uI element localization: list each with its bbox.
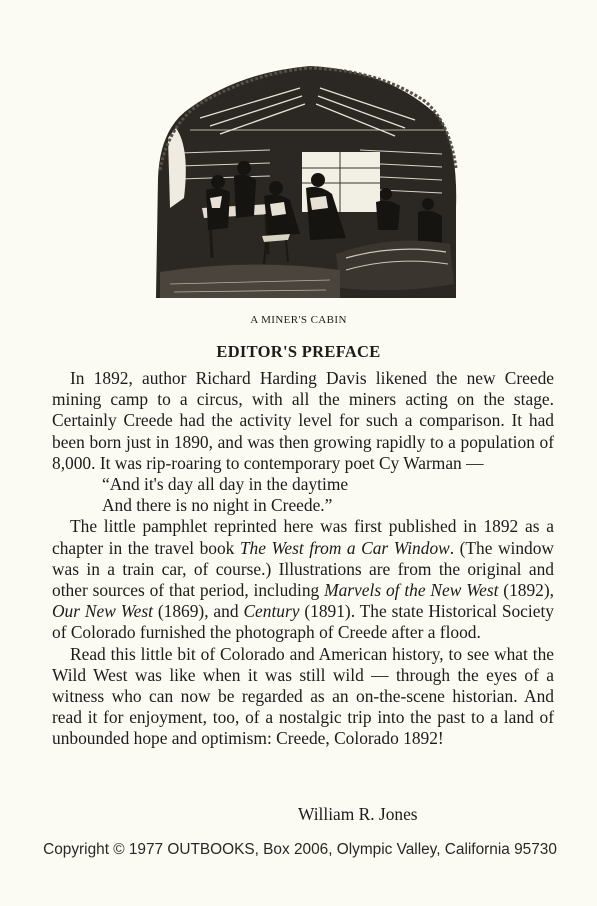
copyright-notice: Copyright © 1977 OUTBOOKS, Box 2006, Olympic Valley, California 95730	[43, 841, 557, 858]
paragraph-2-text-a: The little pamphlet reprinted here was first published in 1892 as a chapter in the travel book	[52, 516, 554, 558]
preface-paragraph-3: Read this little bit of Colorado and American history, to see what the Wild West was like when it was still wild — through the eyes of a witness who can now be regarded as an on-the-scene historian. And read it for enjoyment, too, of a nostalgic trip into the past to a land of unbounded hope and optimism: Creede, Colorado 1892!	[52, 643, 554, 749]
editor-signature: William R. Jones	[298, 804, 418, 824]
preface-paragraph-1: In 1892, author Richard Harding Davis likened the new Creede mining camp to a circus, with all the miners acting on the stage. Certainly Creede had the activity level for such a comparison. It had been born just in 1890, and was then growing rapidly to a population of 8,000. It was rip-roaring to contemporary poet Cy Warman —	[52, 368, 554, 473]
paragraph-2-text-c: (1892),	[498, 580, 554, 601]
poem-line-2: And there is no night in Creede.”	[102, 495, 333, 516]
preface-paragraph-2	[52, 516, 554, 643]
miners-cabin-engraving	[150, 58, 462, 304]
poem-line-1: “And it's day all day in the daytime	[102, 474, 349, 495]
paragraph-2-text-b: . (The window was in a train car, of course.) Illustrations are from the original and other sources of that period, including	[52, 537, 554, 601]
book-title: The West from a Car Window	[239, 537, 450, 558]
paragraph-2-text-e: (1891). The state Historical Society of Colorado furnished the photograph of Creede after a flood.	[52, 601, 554, 643]
source-title-2: Our New West	[52, 601, 153, 622]
preface-heading: EDITOR'S PREFACE	[216, 342, 381, 361]
source-title-3: Century	[243, 601, 300, 622]
preface-body	[52, 368, 554, 750]
paragraph-2-text-d: (1869), and	[152, 601, 244, 622]
source-title-1: Marvels of the New West	[324, 580, 499, 601]
illustration-caption: A MINER'S CABIN	[250, 314, 347, 326]
